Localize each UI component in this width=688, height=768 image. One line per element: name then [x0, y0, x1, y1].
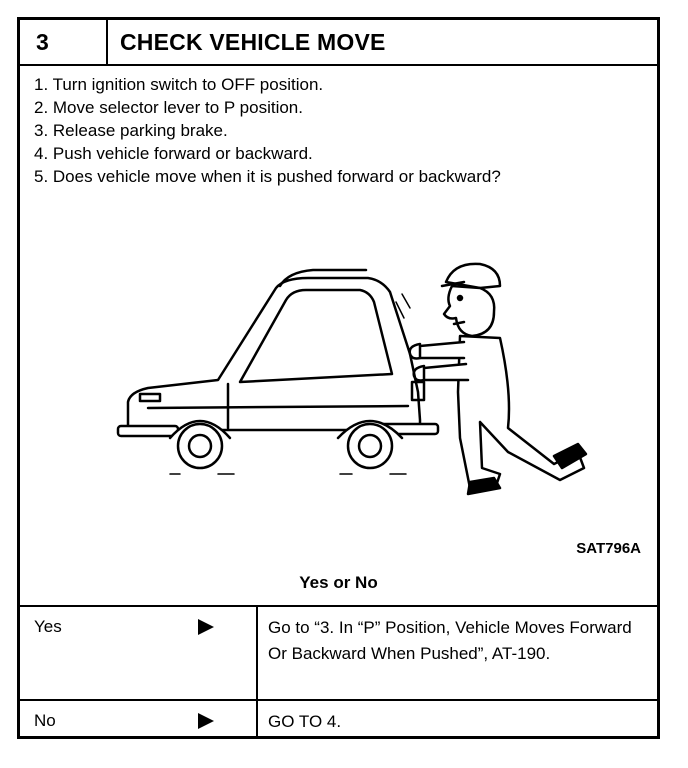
- column-divider: [256, 701, 258, 739]
- answer-row-yes: [20, 605, 657, 699]
- figure-code: SAT796A: [576, 540, 641, 557]
- action-text: Go to “3. In “P” Position, Vehicle Moves Forward Or Backward When Pushed”, AT-190.: [268, 618, 632, 663]
- answer-label: Yes: [34, 617, 62, 636]
- person-pushing-car-illustration: [108, 242, 608, 502]
- instruction-item: 1. Turn ignition switch to OFF position.: [34, 75, 324, 94]
- right-arrow-icon: [196, 617, 216, 637]
- instruction-item: 5. Does vehicle move when it is pushed forward or backward?: [34, 167, 501, 186]
- step-number: 3: [20, 20, 108, 64]
- diagnostic-step-box: [17, 17, 660, 739]
- column-divider: [256, 607, 258, 699]
- instruction-item: 4. Push vehicle forward or backward.: [34, 144, 313, 163]
- instruction-list: [34, 73, 501, 188]
- step-title: CHECK VEHICLE MOVE: [120, 29, 386, 55]
- instruction-item: 2. Move selector lever to P position.: [34, 98, 303, 117]
- right-arrow-icon: [196, 711, 216, 731]
- instruction-item: 3. Release parking brake.: [34, 121, 228, 140]
- car-drawing: [118, 270, 438, 474]
- step-header: [20, 20, 657, 66]
- mechanic-drawing: [410, 264, 586, 494]
- action-text: GO TO 4.: [268, 712, 342, 731]
- question-label: Yes or No: [299, 573, 378, 592]
- answer-label: No: [34, 711, 56, 730]
- answer-row-no: [20, 699, 657, 739]
